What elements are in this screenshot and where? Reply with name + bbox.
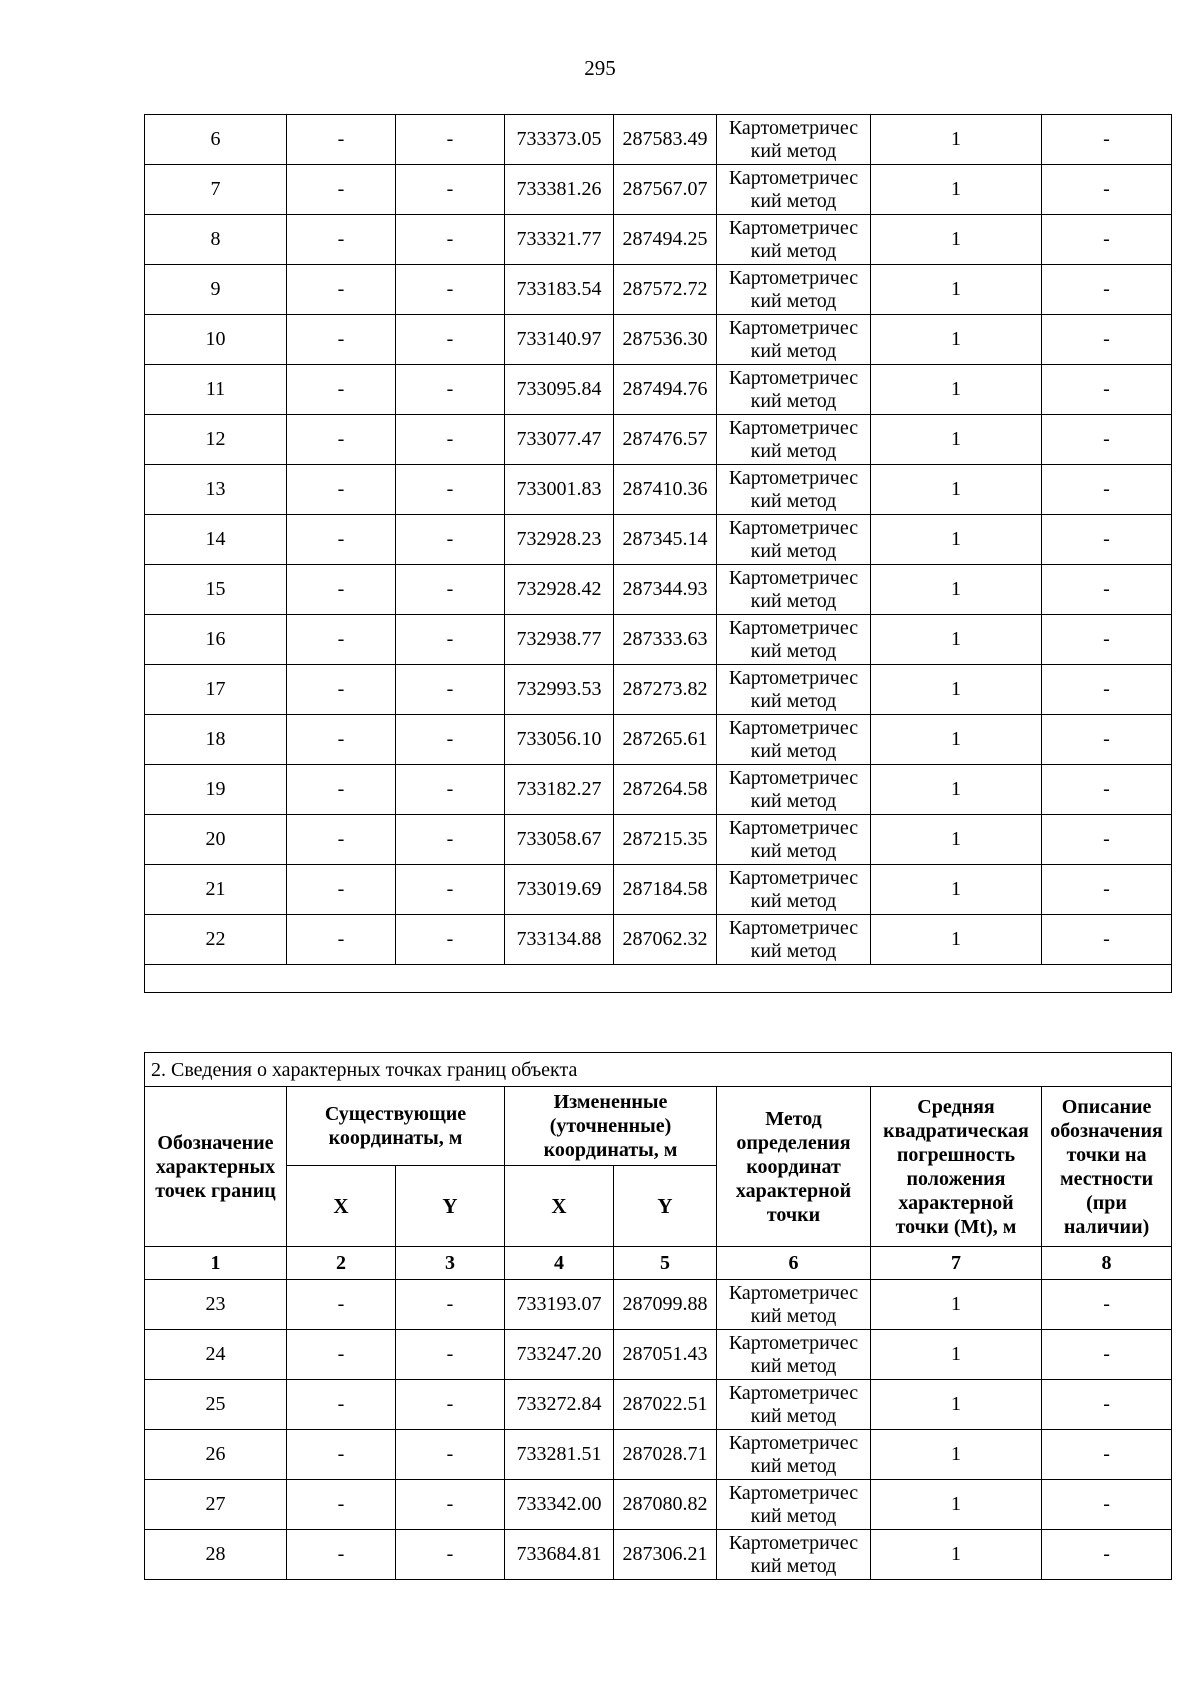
existing-x: - <box>287 465 396 515</box>
method-line: кий метод <box>750 239 837 262</box>
error-value: 1 <box>871 765 1042 815</box>
method-cell <box>717 1330 871 1380</box>
method-line: кий метод <box>750 1404 837 1427</box>
changed-y: 287099.88 <box>614 1280 717 1330</box>
error-value: 1 <box>871 665 1042 715</box>
method-line: Картометричес <box>728 566 859 589</box>
existing-x: - <box>287 1430 396 1480</box>
section2-title: 2. Сведения о характерных точках границ объекта <box>145 1053 1172 1087</box>
description-value: - <box>1042 715 1172 765</box>
point-number: 8 <box>145 215 287 265</box>
error-value: 1 <box>871 815 1042 865</box>
existing-x: - <box>287 1480 396 1530</box>
changed-y: 287273.82 <box>614 665 717 715</box>
error-value: 1 <box>871 365 1042 415</box>
section2-coordinates-table <box>144 1052 1172 1580</box>
changed-y: 287567.07 <box>614 165 717 215</box>
existing-x: - <box>287 1380 396 1430</box>
existing-y: - <box>396 465 505 515</box>
method-cell <box>717 915 871 965</box>
error-value: 1 <box>871 165 1042 215</box>
existing-y: - <box>396 415 505 465</box>
table-row <box>145 1380 1172 1430</box>
page-number: 295 <box>584 56 616 80</box>
table1-empty-row <box>145 965 1172 993</box>
table-row <box>145 765 1172 815</box>
point-number: 28 <box>145 1530 287 1580</box>
table-row <box>145 365 1172 415</box>
column-number: 1 <box>145 1247 287 1280</box>
method-line: кий метод <box>750 739 837 762</box>
table-row <box>145 465 1172 515</box>
point-number: 12 <box>145 415 287 465</box>
table-row <box>145 665 1172 715</box>
method-line: Картометричес <box>728 266 859 289</box>
changed-y: 287494.25 <box>614 215 717 265</box>
existing-y: - <box>396 1330 505 1380</box>
section2-title-row <box>145 1053 1172 1087</box>
table-row <box>145 815 1172 865</box>
changed-x: 733140.97 <box>505 315 614 365</box>
table1-body <box>145 115 1172 965</box>
method-line: Картометричес <box>728 866 859 889</box>
column-number: 3 <box>396 1247 505 1280</box>
existing-y: - <box>396 1480 505 1530</box>
changed-x: 733058.67 <box>505 815 614 865</box>
existing-y: - <box>396 715 505 765</box>
changed-x: 733134.88 <box>505 915 614 965</box>
method-cell <box>717 665 871 715</box>
changed-x: 733247.20 <box>505 1330 614 1380</box>
point-number: 24 <box>145 1330 287 1380</box>
existing-x: - <box>287 515 396 565</box>
point-number: 7 <box>145 165 287 215</box>
description-value: - <box>1042 615 1172 665</box>
table-row <box>145 1480 1172 1530</box>
existing-y: - <box>396 115 505 165</box>
error-value: 1 <box>871 1530 1042 1580</box>
point-number: 27 <box>145 1480 287 1530</box>
changed-y: 287306.21 <box>614 1530 717 1580</box>
table-row <box>145 265 1172 315</box>
changed-x: 733095.84 <box>505 365 614 415</box>
existing-y: - <box>396 915 505 965</box>
existing-y: - <box>396 865 505 915</box>
existing-x: - <box>287 365 396 415</box>
changed-x: 733182.27 <box>505 765 614 815</box>
method-line: кий метод <box>750 889 837 912</box>
changed-y: 287265.61 <box>614 715 717 765</box>
error-value: 1 <box>871 265 1042 315</box>
existing-x: - <box>287 265 396 315</box>
header-existing-y: Y <box>396 1166 505 1247</box>
method-line: Картометричес <box>728 316 859 339</box>
point-number: 16 <box>145 615 287 665</box>
description-value: - <box>1042 665 1172 715</box>
changed-x: 732993.53 <box>505 665 614 715</box>
method-line: кий метод <box>750 1354 837 1377</box>
existing-y: - <box>396 565 505 615</box>
changed-y: 287345.14 <box>614 515 717 565</box>
method-line: кий метод <box>750 389 837 412</box>
method-line: Картометричес <box>728 166 859 189</box>
existing-x: - <box>287 315 396 365</box>
header-existing-x: X <box>287 1166 396 1247</box>
method-line: Картометричес <box>728 1431 859 1454</box>
changed-x: 733001.83 <box>505 465 614 515</box>
error-value: 1 <box>871 315 1042 365</box>
method-line: кий метод <box>750 539 837 562</box>
existing-y: - <box>396 665 505 715</box>
existing-y: - <box>396 365 505 415</box>
changed-x: 733183.54 <box>505 265 614 315</box>
method-cell <box>717 315 871 365</box>
method-cell <box>717 1430 871 1480</box>
column-number: 8 <box>1042 1247 1172 1280</box>
changed-y: 287028.71 <box>614 1430 717 1480</box>
point-number: 14 <box>145 515 287 565</box>
column-number: 4 <box>505 1247 614 1280</box>
description-value: - <box>1042 1380 1172 1430</box>
table-row <box>145 1280 1172 1330</box>
changed-y: 287572.72 <box>614 265 717 315</box>
method-cell <box>717 1280 871 1330</box>
changed-x: 733684.81 <box>505 1530 614 1580</box>
changed-x: 732938.77 <box>505 615 614 665</box>
empty-cell <box>145 965 1172 993</box>
method-line: кий метод <box>750 589 837 612</box>
error-value: 1 <box>871 615 1042 665</box>
error-value: 1 <box>871 465 1042 515</box>
table-row <box>145 715 1172 765</box>
point-number: 13 <box>145 465 287 515</box>
description-value: - <box>1042 415 1172 465</box>
changed-y: 287264.58 <box>614 765 717 815</box>
method-line: кий метод <box>750 289 837 312</box>
column-number: 7 <box>871 1247 1042 1280</box>
error-value: 1 <box>871 1380 1042 1430</box>
method-line: Картометричес <box>728 466 859 489</box>
table-row <box>145 515 1172 565</box>
point-number: 6 <box>145 115 287 165</box>
method-cell <box>717 165 871 215</box>
changed-y: 287410.36 <box>614 465 717 515</box>
method-line: кий метод <box>750 139 837 162</box>
point-number: 17 <box>145 665 287 715</box>
existing-y: - <box>396 765 505 815</box>
existing-x: - <box>287 665 396 715</box>
description-value: - <box>1042 1330 1172 1380</box>
table-row <box>145 565 1172 615</box>
method-line: кий метод <box>750 489 837 512</box>
method-line: кий метод <box>750 789 837 812</box>
point-number: 26 <box>145 1430 287 1480</box>
point-number: 23 <box>145 1280 287 1330</box>
method-line: Картометричес <box>728 766 859 789</box>
changed-y: 287494.76 <box>614 365 717 415</box>
header-changed-y: Y <box>614 1166 717 1247</box>
method-cell <box>717 765 871 815</box>
point-number: 21 <box>145 865 287 915</box>
existing-y: - <box>396 1530 505 1580</box>
error-value: 1 <box>871 565 1042 615</box>
method-line: кий метод <box>750 1454 837 1477</box>
changed-x: 733281.51 <box>505 1430 614 1480</box>
column-number: 5 <box>614 1247 717 1280</box>
method-line: кий метод <box>750 639 837 662</box>
point-number: 10 <box>145 315 287 365</box>
table-row <box>145 1530 1172 1580</box>
method-line: Картометричес <box>728 1531 859 1554</box>
method-line: кий метод <box>750 1554 837 1577</box>
method-line: Картометричес <box>728 216 859 239</box>
description-value: - <box>1042 215 1172 265</box>
point-number: 25 <box>145 1380 287 1430</box>
method-line: кий метод <box>750 939 837 962</box>
changed-x: 733321.77 <box>505 215 614 265</box>
existing-y: - <box>396 515 505 565</box>
existing-y: - <box>396 165 505 215</box>
changed-y: 287333.63 <box>614 615 717 665</box>
method-line: кий метод <box>750 189 837 212</box>
method-cell <box>717 365 871 415</box>
changed-y: 287022.51 <box>614 1380 717 1430</box>
header-error: Средняя квадратическая погрешность положения характерной точки (Mt), м <box>871 1087 1042 1247</box>
method-line: Картометричес <box>728 116 859 139</box>
method-cell <box>717 865 871 915</box>
table2-body <box>145 1280 1172 1580</box>
error-value: 1 <box>871 1480 1042 1530</box>
column-numbers-row <box>145 1247 1172 1280</box>
method-line: Картометричес <box>728 416 859 439</box>
method-line: Картометричес <box>728 1281 859 1304</box>
method-line: Картометричес <box>728 666 859 689</box>
method-line: Картометричес <box>728 1481 859 1504</box>
changed-x: 733373.05 <box>505 115 614 165</box>
error-value: 1 <box>871 415 1042 465</box>
method-line: кий метод <box>750 439 837 462</box>
table-row <box>145 315 1172 365</box>
changed-y: 287062.32 <box>614 915 717 965</box>
method-line: Картометричес <box>728 916 859 939</box>
error-value: 1 <box>871 715 1042 765</box>
point-number: 11 <box>145 365 287 415</box>
method-line: кий метод <box>750 689 837 712</box>
description-value: - <box>1042 1480 1172 1530</box>
changed-y: 287536.30 <box>614 315 717 365</box>
column-number: 2 <box>287 1247 396 1280</box>
existing-x: - <box>287 565 396 615</box>
column-number: 6 <box>717 1247 871 1280</box>
description-value: - <box>1042 1430 1172 1480</box>
header-description: Описание обозначения точки на местности (при наличии) <box>1042 1087 1172 1247</box>
method-line: кий метод <box>750 839 837 862</box>
changed-x: 733019.69 <box>505 865 614 915</box>
existing-y: - <box>396 1280 505 1330</box>
existing-x: - <box>287 915 396 965</box>
error-value: 1 <box>871 515 1042 565</box>
method-line: кий метод <box>750 339 837 362</box>
existing-x: - <box>287 115 396 165</box>
changed-x: 733077.47 <box>505 415 614 465</box>
method-cell <box>717 1530 871 1580</box>
error-value: 1 <box>871 115 1042 165</box>
existing-y: - <box>396 615 505 665</box>
description-value: - <box>1042 765 1172 815</box>
description-value: - <box>1042 165 1172 215</box>
method-line: Картометричес <box>728 816 859 839</box>
method-cell <box>717 1480 871 1530</box>
method-cell <box>717 465 871 515</box>
point-number: 15 <box>145 565 287 615</box>
table-row <box>145 165 1172 215</box>
existing-x: - <box>287 1330 396 1380</box>
error-value: 1 <box>871 215 1042 265</box>
header-changed-coordinates: Измененные (уточненные) координаты, м <box>505 1087 717 1166</box>
changed-y: 287051.43 <box>614 1330 717 1380</box>
header-designation: Обозначение характерных точек границ <box>145 1087 287 1247</box>
table-row <box>145 1430 1172 1480</box>
point-number: 18 <box>145 715 287 765</box>
changed-x: 733272.84 <box>505 1380 614 1430</box>
existing-y: - <box>396 1430 505 1480</box>
existing-x: - <box>287 615 396 665</box>
coordinates-table-continued <box>144 114 1172 993</box>
changed-x: 732928.42 <box>505 565 614 615</box>
method-line: Картометричес <box>728 716 859 739</box>
table-row <box>145 115 1172 165</box>
method-cell <box>717 715 871 765</box>
existing-x: - <box>287 415 396 465</box>
changed-y: 287184.58 <box>614 865 717 915</box>
method-cell <box>717 265 871 315</box>
table-row <box>145 615 1172 665</box>
error-value: 1 <box>871 1430 1042 1480</box>
description-value: - <box>1042 815 1172 865</box>
point-number: 19 <box>145 765 287 815</box>
header-row-1 <box>145 1087 1172 1166</box>
description-value: - <box>1042 115 1172 165</box>
method-line: Картометричес <box>728 616 859 639</box>
method-line: Картометричес <box>728 1331 859 1354</box>
method-cell <box>717 215 871 265</box>
point-number: 20 <box>145 815 287 865</box>
description-value: - <box>1042 915 1172 965</box>
existing-x: - <box>287 765 396 815</box>
table-row <box>145 915 1172 965</box>
description-value: - <box>1042 1280 1172 1330</box>
point-number: 22 <box>145 915 287 965</box>
changed-y: 287344.93 <box>614 565 717 615</box>
changed-y: 287583.49 <box>614 115 717 165</box>
method-cell <box>717 115 871 165</box>
description-value: - <box>1042 365 1172 415</box>
existing-y: - <box>396 265 505 315</box>
method-line: Картометричес <box>728 516 859 539</box>
description-value: - <box>1042 515 1172 565</box>
existing-x: - <box>287 165 396 215</box>
method-line: кий метод <box>750 1504 837 1527</box>
description-value: - <box>1042 565 1172 615</box>
changed-y: 287215.35 <box>614 815 717 865</box>
existing-x: - <box>287 1280 396 1330</box>
description-value: - <box>1042 465 1172 515</box>
method-line: кий метод <box>750 1304 837 1327</box>
existing-x: - <box>287 215 396 265</box>
description-value: - <box>1042 1530 1172 1580</box>
error-value: 1 <box>871 1280 1042 1330</box>
table-row <box>145 215 1172 265</box>
error-value: 1 <box>871 1330 1042 1380</box>
header-method: Метод определения координат характерной точки <box>717 1087 871 1247</box>
description-value: - <box>1042 315 1172 365</box>
header-changed-x: X <box>505 1166 614 1247</box>
existing-y: - <box>396 1380 505 1430</box>
header-existing-coordinates: Существующие координаты, м <box>287 1087 505 1166</box>
existing-x: - <box>287 1530 396 1580</box>
method-cell <box>717 515 871 565</box>
table-row <box>145 1330 1172 1380</box>
method-cell <box>717 615 871 665</box>
method-cell <box>717 815 871 865</box>
changed-y: 287080.82 <box>614 1480 717 1530</box>
error-value: 1 <box>871 865 1042 915</box>
existing-y: - <box>396 815 505 865</box>
method-cell <box>717 1380 871 1430</box>
existing-x: - <box>287 865 396 915</box>
changed-y: 287476.57 <box>614 415 717 465</box>
table-row <box>145 415 1172 465</box>
table-row <box>145 865 1172 915</box>
changed-x: 733381.26 <box>505 165 614 215</box>
method-cell <box>717 565 871 615</box>
description-value: - <box>1042 265 1172 315</box>
method-line: Картометричес <box>728 1381 859 1404</box>
point-number: 9 <box>145 265 287 315</box>
changed-x: 732928.23 <box>505 515 614 565</box>
existing-y: - <box>396 215 505 265</box>
existing-x: - <box>287 715 396 765</box>
changed-x: 733056.10 <box>505 715 614 765</box>
existing-x: - <box>287 815 396 865</box>
method-cell <box>717 415 871 465</box>
description-value: - <box>1042 865 1172 915</box>
error-value: 1 <box>871 915 1042 965</box>
changed-x: 733193.07 <box>505 1280 614 1330</box>
changed-x: 733342.00 <box>505 1480 614 1530</box>
method-line: Картометричес <box>728 366 859 389</box>
existing-y: - <box>396 315 505 365</box>
